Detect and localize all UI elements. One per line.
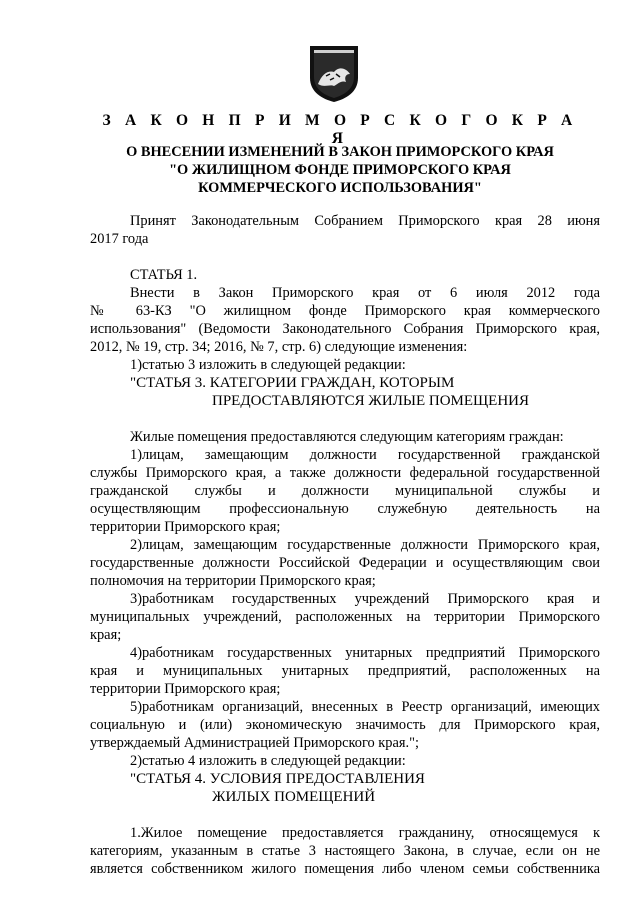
article-heading: ЖИЛЫХ ПОМЕЩЕНИЙ bbox=[212, 789, 376, 805]
text-line: 1.Жилое помещение предоставляется гражданину, относящемуся к bbox=[130, 825, 600, 841]
text-line: края; bbox=[90, 627, 122, 643]
text-line: 3)работникам государственных учреждений Приморского края и bbox=[130, 591, 600, 607]
text-line: 2)статью 4 изложить в следующей редакции: bbox=[130, 753, 406, 769]
subtitle-line: О ВНЕСЕНИИ ИЗМЕНЕНИЙ В ЗАКОН ПРИМОРСКОГО КРАЯ bbox=[126, 144, 554, 160]
article-heading: ПРЕДОСТАВЛЯЮТСЯ ЖИЛЫЕ ПОМЕЩЕНИЯ bbox=[212, 393, 529, 409]
text-line: 2)лицам, замещающим государственные должности Приморского края, bbox=[130, 537, 600, 553]
subtitle-line: КОММЕРЧЕСКОГО ИСПОЛЬЗОВАНИЯ" bbox=[198, 180, 482, 196]
text-line: муниципальных учреждений, расположенных на территории Приморского bbox=[90, 609, 600, 625]
text-line: территории Приморского края; bbox=[90, 519, 281, 535]
text-line: 2012, № 19, стр. 34; 2016, № 7, стр. 6) следующие изменения: bbox=[90, 339, 468, 355]
text-line: № 63-КЗ "О жилищном фонде Приморского края коммерческого bbox=[90, 303, 600, 319]
text-line: является собственником жилого помещения либо членом семьи собственника bbox=[90, 861, 600, 877]
coat-of-arms-icon bbox=[308, 44, 360, 104]
text-line: использования" (Ведомости Законодательного Собрания Приморского края, bbox=[90, 321, 600, 337]
article-heading: "СТАТЬЯ 4. УСЛОВИЯ ПРЕДОСТАВЛЕНИЯ bbox=[130, 771, 425, 787]
subtitle-line: "О ЖИЛИЩНОМ ФОНДЕ ПРИМОРСКОГО КРАЯ bbox=[169, 162, 511, 178]
text-line: утверждаемый Администрацией Приморского края."; bbox=[90, 735, 419, 751]
text-line: социальную и (или) экономическую значимость для Приморского края, bbox=[90, 717, 600, 733]
text-line: 4)работникам государственных унитарных предприятий Приморского bbox=[130, 645, 600, 661]
text-line: Жилые помещения предоставляются следующим категориям граждан: bbox=[130, 429, 564, 445]
article-heading: "СТАТЬЯ 3. КАТЕГОРИИ ГРАЖДАН, КОТОРЫМ bbox=[130, 375, 455, 391]
text-line: категориям, указанным в статье 3 настоящего Закона, в случае, если он не bbox=[90, 843, 600, 859]
law-subtitle bbox=[80, 143, 600, 197]
text-line: гражданской службы и должности муниципальной службы и bbox=[90, 483, 600, 499]
text-line: государственные должности Российской Федерации и осуществляющим свои bbox=[90, 555, 600, 571]
text-line: края и муниципальных унитарных предприятий, расположенных на bbox=[90, 663, 600, 679]
text-line: 1)лицам, замещающим должности государственной гражданской bbox=[130, 447, 600, 463]
adoption-line: 2017 года bbox=[90, 231, 149, 247]
text-line: Внести в Закон Приморского края от 6 июля 2012 года bbox=[130, 285, 600, 301]
text-line: службы Приморского края, а также должности федеральной государственной bbox=[90, 465, 600, 481]
text-line: 1)статью 3 изложить в следующей редакции: bbox=[130, 357, 406, 373]
text-line: осуществляющим профессиональную служебную деятельность на bbox=[90, 501, 600, 517]
text-line: 5)работникам организаций, внесенных в Реестр организаций, имеющих bbox=[130, 699, 600, 715]
text-line: полномочия на территории Приморского края; bbox=[90, 573, 376, 589]
adoption-line: Принят Законодательным Собранием Приморского края 28 июня bbox=[130, 213, 600, 229]
text-line: территории Приморского края; bbox=[90, 681, 281, 697]
law-title: З А К О Н П Р И М О Р С К О Г О К Р А Я bbox=[102, 112, 578, 147]
article-heading: СТАТЬЯ 1. bbox=[130, 267, 198, 283]
